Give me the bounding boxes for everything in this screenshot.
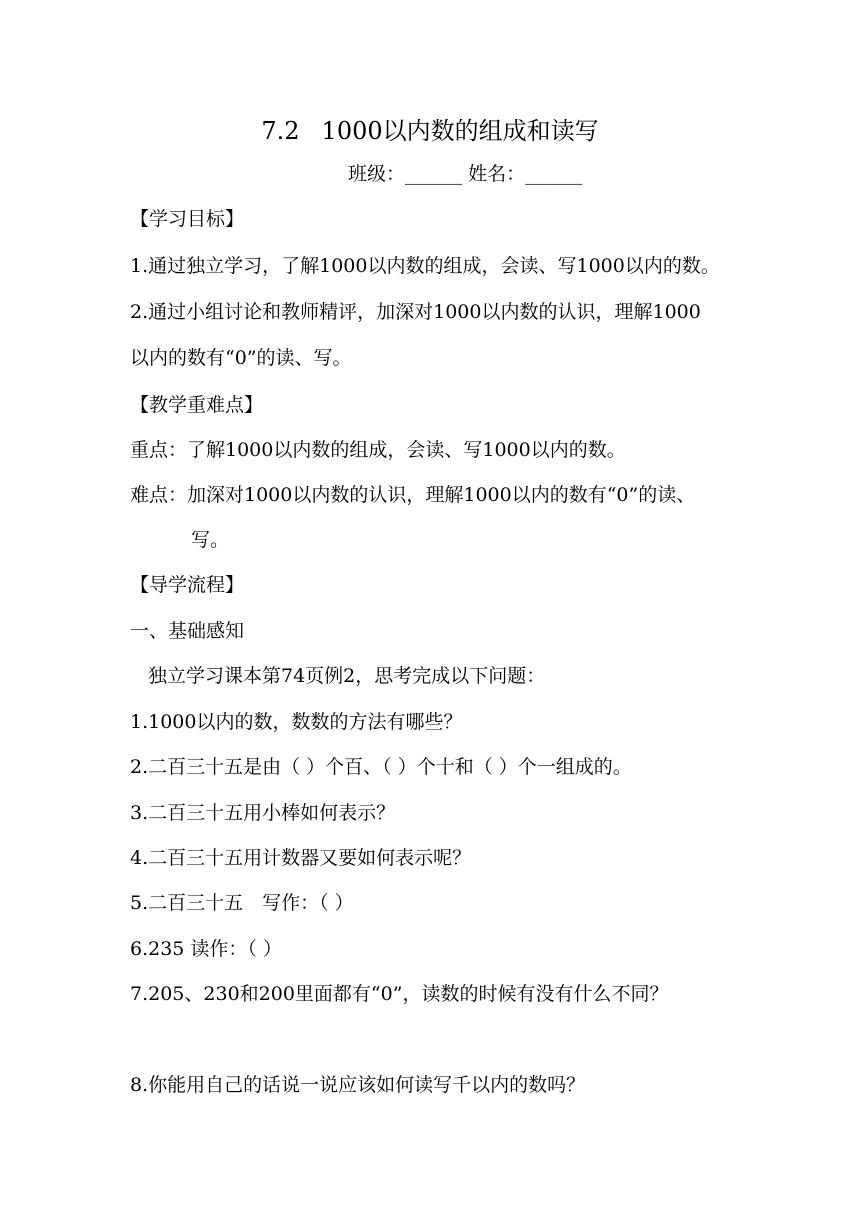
question-8: 8.你能用自己的话说一说应该如何读写千以内的数吗？ [130, 1074, 586, 1096]
question-7: 7.205、230和200里面都有“0”，读数的时候有没有什么不同？ [130, 983, 669, 1005]
key-point: 重点：了解1000以内数的组成，会读、写1000以内的数。 [130, 439, 626, 461]
question-1: 1.1000以内的数，数数的方法有哪些？ [130, 711, 463, 733]
objective-item-2-line-1: 2.通过小组讨论和教师精评，加深对1000以内数的认识，理解1000 [130, 301, 701, 323]
question-3: 3.二百三十五用小棒如何表示？ [130, 802, 396, 824]
name-label: 姓名： [468, 163, 526, 185]
title-text: 1000以内数的组成和读写 [321, 117, 599, 145]
student-info [348, 162, 582, 186]
guide-heading: 【导学流程】 [130, 574, 245, 596]
objective-item-2-line-2: 以内的数有“0”的读、写。 [130, 347, 352, 369]
difficult-point-line-1: 难点：加深对1000以内数的认识，理解1000以内的数有“0”的读、 [130, 484, 696, 506]
difficult-point-line-2: 写。 [191, 529, 230, 551]
key-points-heading: 【教学重难点】 [130, 394, 264, 416]
section-1-title: 一、基础感知 [130, 620, 245, 642]
class-label: 班级： [348, 163, 406, 185]
question-4: 4.二百三十五用计数器又要如何表示呢？ [130, 847, 472, 869]
question-5: 5.二百三十五 写作：（ ） [130, 892, 354, 914]
question-6: 6.235 读作：（ ） [130, 938, 282, 960]
name-blank[interactable]: ______ [525, 163, 583, 185]
objective-item-1: 1.通过独立学习，了解1000以内数的组成，会读、写1000以内的数。 [130, 255, 720, 277]
title-number: 7.2 [261, 117, 300, 145]
question-2: 2.二百三十五是由（ ）个百、（ ）个十和（ ）个一组成的。 [130, 756, 632, 778]
objectives-heading: 【学习目标】 [130, 208, 245, 230]
section-1-intro: 独立学习课本第74页例2，思考完成以下问题： [148, 665, 546, 687]
class-blank[interactable]: ______ [405, 163, 463, 185]
page-title [0, 116, 860, 146]
